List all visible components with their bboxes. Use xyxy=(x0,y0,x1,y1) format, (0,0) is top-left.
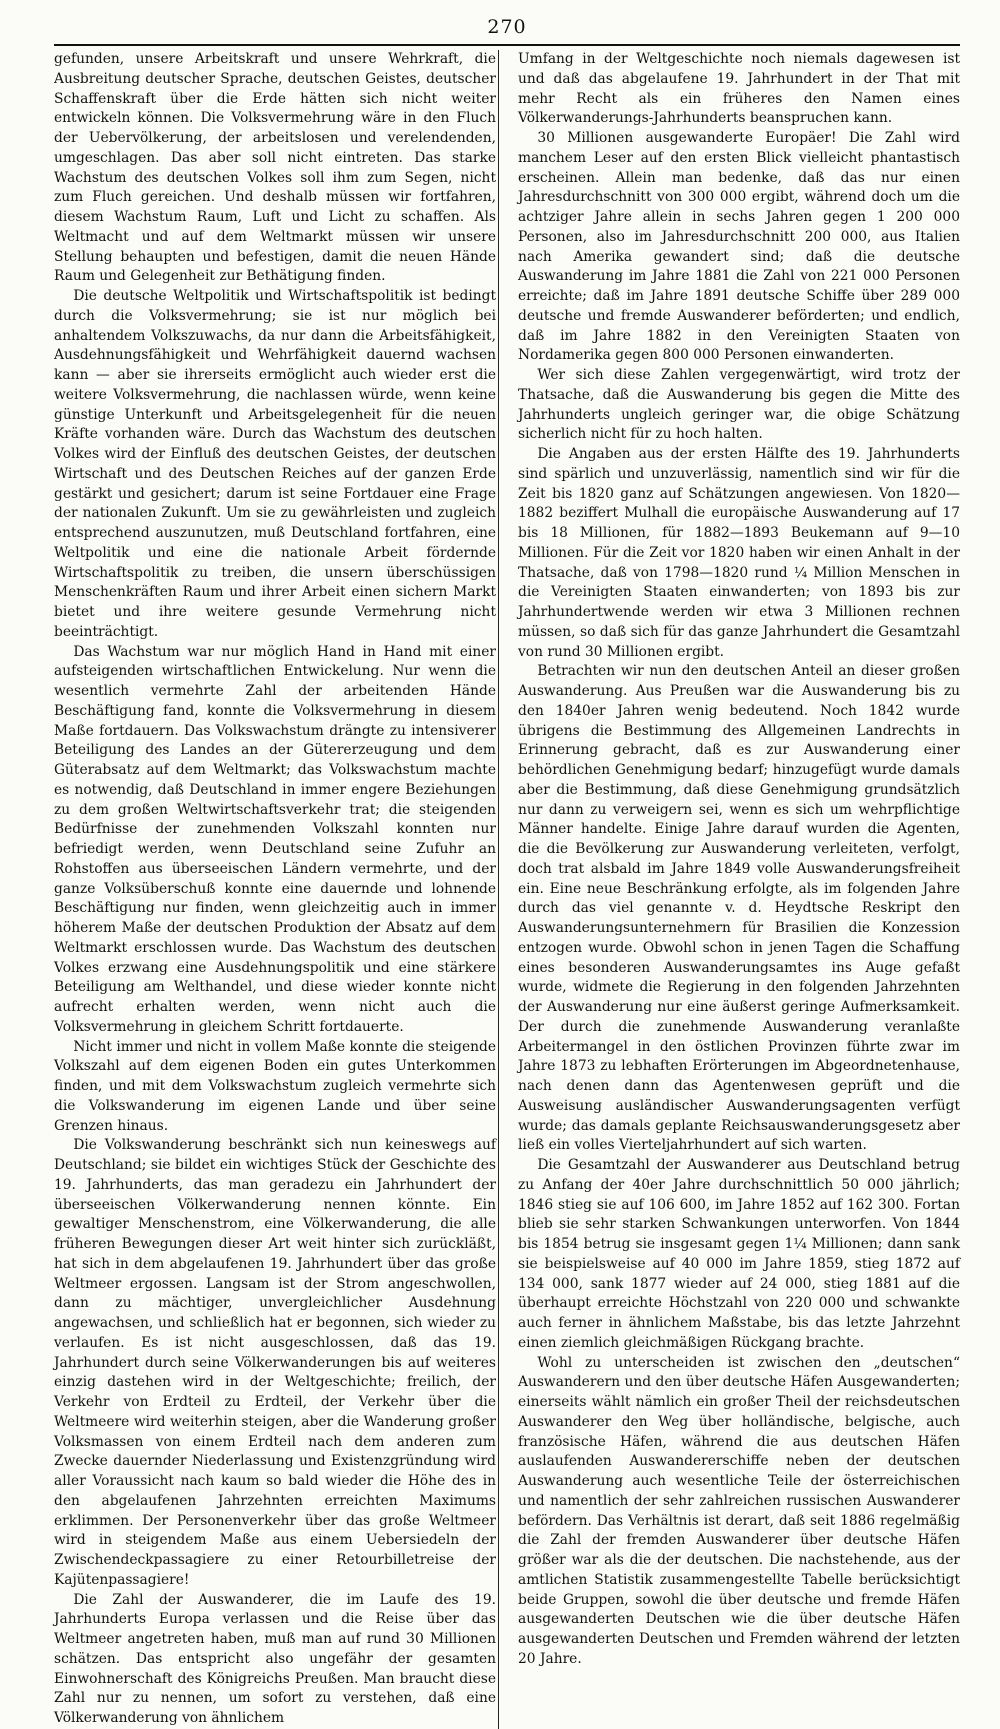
paragraph: Die Angaben aus der ersten Hälfte des 19. Jahrhunderts sind spärlich und unzuverlässig, namentlich sind wir für die Zeit bis 1820 ganz auf Schätzungen angewiesen. Von 1820—1882 beziffert Mulhall die europäische Auswanderung auf 17 bis 18 Millionen, für 1882—1893 Beukemann auf 9—10 Millionen. Für die Zeit vor 1820 haben wir einen Anhalt in der Thatsache, daß von 1798—1820 rund ¼ Million Menschen in die Vereinigten Staaten einwanderten; von 1893 bis zur Jahrhundertwende werden wir etwa 3 Millionen rechnen müssen, so daß sich für das ganze Jahrhundert die Gesamtzahl von rund 30 Millionen ergibt. xyxy=(518,446,960,660)
paragraph: Die Gesamtzahl der Auswanderer aus Deutschland betrug zu Anfang der 40er Jahre durchschnittlich 50 000 jährlich; 1846 stieg sie auf 106 600, im Jahre 1852 auf 162 300. Fortan blieb sie sehr starken Schwankungen unterworfen. Von 1844 bis 1854 betrug sie insgesamt gegen 1¼ Millionen; dann sank sie beispielsweise auf 40 000 im Jahre 1859, stieg 1872 auf 134 000, sank 1877 wieder auf 24 000, stieg 1881 auf die überhaupt erreichte Höchstzahl von 220 000 und schwankte auch ferner in ähnlichem Maßstabe, bis das letzte Jahrzehnt einen ziemlich gleichmäßigen Rückgang brachte. xyxy=(518,1157,960,1351)
paragraph: Die Volkswanderung beschränkt sich nun keineswegs auf Deutschland; sie bildet ein wichtiges Stück der Geschichte des 19. Jahrhunderts, das man geradezu ein Jahrhundert der überseeischen Völkerwanderung nennen könnte. Ein gewaltiger Menschenstrom, eine Völkerwanderung, die alle früheren Bewegungen dieser Art weit hinter sich zurückläßt, hat sich in dem abgelaufenen 19. Jahrhundert über das große Weltmeer ergossen. Langsam ist der Strom angeschwollen, dann zu mächtiger, unvergleichlicher Ausdehnung angewachsen, und schließlich hat er begonnen, sich wieder zu verlaufen. Es ist nicht ausgeschlossen, daß das 19. Jahrhundert durch seine Völkerwanderungen bis auf weiteres einzig dastehen wird in der Weltgeschichte; freilich, der Verkehr von Erdteil zu Erdteil, der Verkehr über die Weltmeere wird weiterhin steigen, aber die Wanderung großer Volksmassen von einem Erdteil nach dem anderen zum Zwecke dauernder Niederlassung und Existenzgründung wird aller Voraussicht nach kaum so bald wieder die Höhe des in den abgelaufenen Jahrzehnten erreichten Maximums erklimmen. Der Personenverkehr über das große Weltmeer wird in steigendem Maße aus einem Uebersiedeln der Zwischendeckpassagiere zu einer Retourbilletreise der Kajütenpassagiere! xyxy=(54,1137,496,1588)
text-columns xyxy=(54,50,960,1729)
paragraph: Die deutsche Weltpolitik und Wirtschaftspolitik ist bedingt durch die Volksvermehrung; sie ist nur möglich bei anhaltendem Volkszuwachs, da nur dann die Arbeitsfähigkeit, Ausdehnungsfähigkeit und Wehrfähigkeit dauernd wachsen kann — aber sie ihrerseits ermöglicht auch wieder erst die weitere Volksvermehrung, die nachlassen würde, wenn keine günstige Unterkunft und Arbeitsgelegenheit für die neuen Kräfte vorhanden wäre. Durch das Wachstum des deutschen Volkes wird der Einfluß des deutschen Geistes, der deutschen Wirtschaft und des Deutschen Reiches auf der ganzen Erde gestärkt und gesichert; darum ist seine Fortdauer eine Frage der nationalen Zukunft. Um sie zu gewährleisten und zugleich entsprechend auszunutzen, muß Deutschland fortfahren, eine Weltpolitik und eine die nationale Arbeit fördernde Wirtschaftspolitik zu treiben, die unsern überschüssigen Menschenkräften Raum und ihrer Arbeit einen sichern Markt bietet und ihre weitere gesunde Vermehrung nicht beeinträchtigt. xyxy=(54,288,496,640)
paragraph: Das Wachstum war nur möglich Hand in Hand mit einer aufsteigenden wirtschaftlichen Entwickelung. Nur wenn die wesentlich vermehrte Zahl der arbeitenden Hände Beschäftigung fand, konnte die Volksvermehrung in diesem Maße fortdauern. Das Volkswachstum drängte zu intensiverer Beteiligung des Landes an der Gütererzeugung und dem Güterabsatz auf dem Weltmarkt; das Volkswachstum machte es notwendig, daß Deutschland in immer engere Beziehungen zu dem großen Weltwirtschaftsverkehr trat; die steigenden Bedürfnisse der zunehmenden Volkszahl konnten nur befriedigt werden, wenn Deutschland seine Zufuhr an Rohstoffen aus überseeischen Ländern vermehrte, und der ganze Volksüberschuß konnte eine dauernde und lohnende Beschäftigung nur finden, wenn gleichzeitig auch in immer höherem Maße der deutschen Produktion der Absatz auf dem Weltmarkt erschlossen wurde. Das Wachstum des deutschen Volkes erzwang eine Ausdehnungspolitik und eine stärkere Beteiligung am Welthandel, und diese wieder konnte nicht aufrecht erhalten werden, wenn nicht auch die Volksvermehrung in gleichem Schritt fortdauerte. xyxy=(54,643,496,1035)
paragraph: Die Zahl der Auswanderer, die im Laufe des 19. Jahrhunderts Europa verlassen und die Reise über das Weltmeer angetreten haben, muß man auf rund 30 Millionen schätzen. Das entspricht also ungefähr der gesamten Einwohnerschaft des Königreichs Preußen. Man braucht diese Zahl nur zu nennen, um sofort zu verstehen, daß eine Völkerwanderung von ähnlichem xyxy=(54,1591,496,1726)
column-divider xyxy=(498,50,499,1729)
right-column xyxy=(518,50,960,1729)
paragraph: Umfang in der Weltgeschichte noch niemals dagewesen ist und daß das abgelaufene 19. Jahrhundert in der That mit mehr Recht als ein früheres den Namen eines Völkerwanderungs-Jahrhunderts beanspruchen kann. xyxy=(518,51,960,127)
header-rule xyxy=(54,44,960,46)
paragraph: 30 Millionen ausgewanderte Europäer! Die Zahl wird manchem Leser auf den ersten Blick vielleicht phantastisch erscheinen. Allein man bedenke, daß das nur einen Jahresdurchschnitt von 300 000 ergibt, während doch um die achtziger Jahre allein in sechs Jahren gegen 1 200 000 Personen, also im Jahresdurchschnitt 200 000, aus Italien nach Amerika gewandert sind; daß die deutsche Auswanderung im Jahre 1881 die Zahl von 221 000 Personen erreichte; daß im Jahre 1891 deutsche Schiffe über 289 000 deutsche und fremde Auswanderer beförderten; und endlich, daß im Jahre 1882 in den Vereinigten Staaten von Nordamerika gegen 800 000 Personen einwanderten. xyxy=(518,130,960,364)
paragraph: gefunden, unsere Arbeitskraft und unsere Wehrkraft, die Ausbreitung deutscher Sprache, deutschen Geistes, deutscher Schaffenskraft über die Erde hätten sich nicht weiter entwickeln können. Die Volksvermehrung wäre in den Fluch der Uebervölkerung, der arbeitslosen und verelendenden, umgeschlagen. Das aber soll nicht eintreten. Das starke Wachstum des deutschen Volkes soll ihm zum Segen, nicht zum Fluch gereichen. Und deshalb müssen wir fortfahren, diesem Wachstum Raum, Luft und Licht zu schaffen. Als Weltmacht und auf dem Weltmarkt müssen wir unsere Stellung behaupten und befestigen, damit die neuen Hände Raum und Gelegenheit zur Bethätigung finden. xyxy=(54,51,496,285)
paragraph: Nicht immer und nicht in vollem Maße konnte die steigende Volkszahl auf dem eigenen Boden ein gutes Unterkommen finden, und mit dem Volkswachstum zugleich vermehrte sich die Volkswanderung im eigenen Lande und über seine Grenzen hinaus. xyxy=(54,1038,496,1134)
paragraph: Betrachten wir nun den deutschen Anteil an dieser großen Auswanderung. Aus Preußen war die Auswanderung bis zu den 1840er Jahren wenig bedeutend. Noch 1842 wurde übrigens die Bestimmung des Allgemeinen Landrechts in Erinnerung gebracht, daß es zur Auswanderung einer behördlichen Genehmigung bedarf; hinzugefügt wurde damals aber die Bestimmung, daß diese Genehmigung grundsätzlich nur dann zu verweigern sei, wenn es sich um wehrpflichtige Männer handelte. Einige Jahre darauf wurden die Agenten, die die Bevölkerung zur Auswanderung verleiteten, verfolgt, doch trat alsbald im Jahre 1849 volle Auswanderungsfreiheit ein. Eine neue Beschränkung erfolgte, als im folgenden Jahre durch das viel genannte v. d. Heydtsche Reskript den Auswanderungsunternehmern für Brasilien die Konzession entzogen wurde. Obwohl schon in jenen Tagen die Schaffung eines besonderen Auswanderungsamtes ins Auge gefaßt wurde, widmete die Regierung in den folgenden Jahrzehnten der Auswanderung nur eine äußerst geringe Aufmerksamkeit. Der durch die zunehmende Auswanderung veranlaßte Arbeitermangel in den östlichen Provinzen führte zwar im Jahre 1873 zu lebhaften Erörterungen im Abgeordnetenhause, nach denen dann das Agentenwesen geprüft und die Ausweisung ausländischer Auswanderungsagenten verfügt wurde; das damals geplante Reichsauswanderungsgesetz aber ließ ein volles Vierteljahrhundert auf sich warten. xyxy=(518,663,960,1154)
page-number: 270 xyxy=(487,16,527,38)
paragraph: Wer sich diese Zahlen vergegenwärtigt, wird trotz der Thatsache, daß die Auswanderung bis gegen die Mitte des Jahrhunderts ungleich geringer war, die obige Schätzung sicherlich nicht für zu hoch halten. xyxy=(518,367,960,443)
paragraph: Wohl zu unterscheiden ist zwischen den „deutschen“ Auswanderern und den über deutsche Häfen Ausgewanderten; einerseits wählt nämlich ein großer Theil der reichsdeutschen Auswanderer den Weg über holländische, belgische, auch französische Häfen, während die aus deutschen Häfen auslaufenden Auswandererschiffe neben der deutschen Auswanderung auch wesentliche Teile der österreichischen und namentlich der sehr zahlreichen russischen Auswanderer befördern. Das Verhältnis ist derart, daß seit 1886 regelmäßig die Zahl der fremden Auswanderer über deutsche Häfen größer war als die der deutschen. Die nachstehende, aus der amtlichen Statistik zusammengestellte Tabelle berücksichtigt beide Gruppen, sowohl die über deutsche und fremde Häfen ausgewanderten Deutschen wie die über deutsche Häfen ausgewanderten Deutschen und Fremden während der letzten 20 Jahre. xyxy=(518,1354,960,1667)
left-column xyxy=(54,50,496,1729)
